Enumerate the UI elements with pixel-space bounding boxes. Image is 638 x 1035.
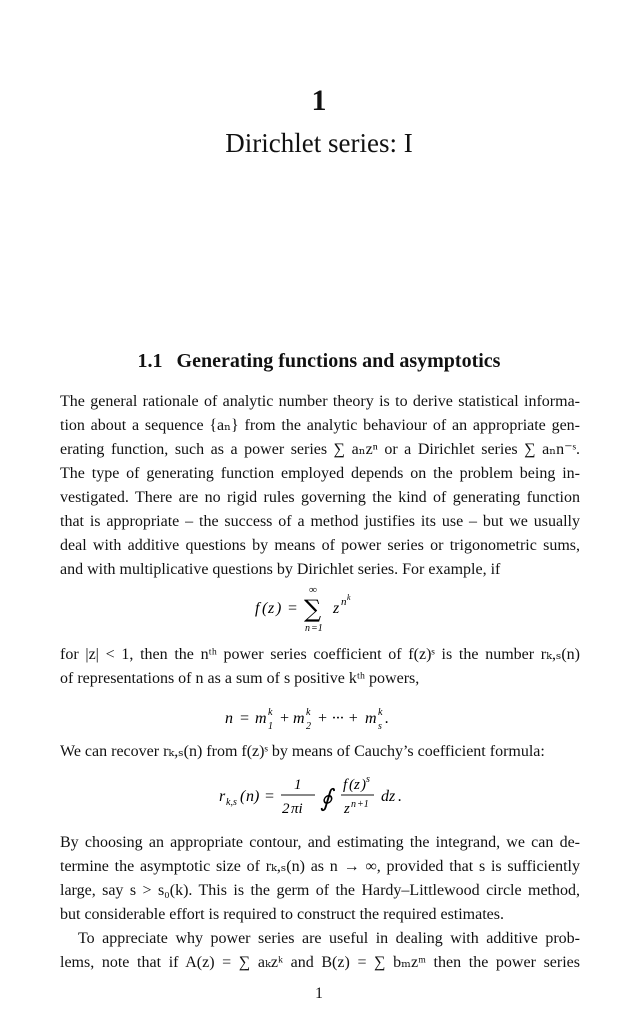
svg-text:f: f <box>343 777 348 793</box>
svg-text:=: = <box>287 600 298 617</box>
svg-text:m: m <box>293 710 305 727</box>
svg-text:∞: ∞ <box>309 584 317 596</box>
svg-text:k: k <box>306 707 311 718</box>
text-line: erating function, such as a power series ∑ aₙzⁿ or a Dirichlet series ∑ aₙn⁻ˢ. <box>60 441 580 458</box>
equation-2-render <box>219 705 419 733</box>
svg-text:z: z <box>268 600 275 617</box>
text-line: of representations of n as a sum of s positive kᵗʰ powers, <box>60 670 420 687</box>
equation-cauchy-formula <box>0 772 638 825</box>
svg-text:=: = <box>264 788 275 805</box>
svg-text:k: k <box>378 707 383 718</box>
svg-text:z: z <box>344 801 350 817</box>
svg-text:): ) <box>254 788 260 805</box>
svg-text:m: m <box>365 710 377 727</box>
svg-text:k,s: k,s <box>226 797 237 808</box>
text-line: and with multiplicative questions by Dirichlet series. For example, if <box>60 561 501 578</box>
svg-text:s: s <box>366 774 370 785</box>
text-line: By choosing an appropriate contour, and estimating the integrand, we can de- <box>60 834 580 851</box>
svg-text:.: . <box>398 788 402 805</box>
svg-text:m: m <box>255 710 267 727</box>
section-title: Generating functions and asymptotics <box>176 350 501 372</box>
svg-text:(: ( <box>349 777 354 793</box>
paragraph-2 <box>60 643 580 691</box>
text-line: To appreciate why power series are useful in dealing with additive prob- <box>78 930 580 947</box>
svg-text:z: z <box>333 600 340 617</box>
svg-text:+1: +1 <box>357 799 369 810</box>
text-line: tion about a sequence {aₙ} from the analytic behaviour of an appropriate gen- <box>60 417 580 434</box>
text-line: We can recover rₖ,ₛ(n) from f(z)ˢ by means of Cauchy’s coefficient formula: <box>60 743 545 760</box>
section-number: 1.1 <box>137 350 163 372</box>
svg-text:2: 2 <box>306 721 311 732</box>
svg-text:): ) <box>361 777 366 793</box>
svg-text:2: 2 <box>282 801 290 817</box>
text-line: but considerable effort is required to construct the required estimates. <box>60 906 504 923</box>
paragraph-5 <box>60 927 580 975</box>
svg-text:1: 1 <box>268 721 273 732</box>
text-line: large, say s > s₀(k). This is the germ of the Hardy–Littlewood circle method, <box>60 882 580 899</box>
svg-text:n: n <box>225 710 233 727</box>
paragraph-4 <box>60 831 580 927</box>
svg-text:=1: =1 <box>311 623 323 634</box>
svg-text:n: n <box>246 788 254 805</box>
svg-text:): ) <box>276 600 282 617</box>
section-heading <box>0 350 638 373</box>
svg-text:(: ( <box>240 788 246 805</box>
text-line: for |z| < 1, then the nᵗʰ power series coefficient of f(z)ˢ is the number rₖ,ₛ(n) <box>60 646 580 663</box>
svg-text:r: r <box>219 788 226 805</box>
svg-text:πi: πi <box>291 801 303 817</box>
svg-text:z: z <box>354 777 360 793</box>
svg-text:n: n <box>305 623 310 634</box>
svg-text:+: + <box>279 710 290 727</box>
paragraph-1 <box>60 390 580 582</box>
svg-text:s: s <box>378 721 382 732</box>
svg-text:+ ··· +: + ··· + <box>317 710 359 727</box>
text-line: lems, note that if A(z) = ∑ aₖzᵏ and B(z) = ∑ bₘzᵐ then the power series <box>60 954 580 971</box>
svg-text:∑: ∑ <box>304 595 322 623</box>
svg-text:=: = <box>239 710 250 727</box>
equation-sum-of-powers <box>0 705 638 738</box>
svg-text:.: . <box>385 710 389 727</box>
text-line: that is appropriate – the success of a method justifies its use – but we usually <box>60 513 580 530</box>
svg-text:(: ( <box>262 600 268 617</box>
svg-text:k: k <box>347 593 351 602</box>
page-number: 1 <box>315 985 323 1002</box>
text-line: deal with additive questions by means of power series or trigonometric sums, <box>60 537 580 554</box>
chapter-title: Dirichlet series: I <box>225 128 413 158</box>
svg-text:dz: dz <box>381 788 396 805</box>
svg-text:1: 1 <box>294 777 302 793</box>
paragraph-3 <box>60 740 580 764</box>
equation-3-render <box>219 772 419 820</box>
equation-generating-function <box>0 585 638 640</box>
svg-text:∮: ∮ <box>320 784 333 812</box>
text-line: The general rationale of analytic number theory is to derive statistical informa- <box>60 393 580 410</box>
chapter-number: 1 <box>311 84 327 117</box>
svg-text:f: f <box>255 600 260 617</box>
text-line: The type of generating function employed depends on the problem being in- <box>60 465 580 482</box>
text-line: vestigated. There are no rigid rules governing the kind of generating function <box>60 489 580 506</box>
svg-text:k: k <box>268 707 273 718</box>
equation-1-render <box>249 585 389 635</box>
svg-text:n: n <box>341 596 347 608</box>
svg-text:n: n <box>351 799 356 810</box>
text-line: termine the asymptotic size of rₖ,ₛ(n) as n → ∞, provided that s is sufficiently <box>60 858 580 875</box>
